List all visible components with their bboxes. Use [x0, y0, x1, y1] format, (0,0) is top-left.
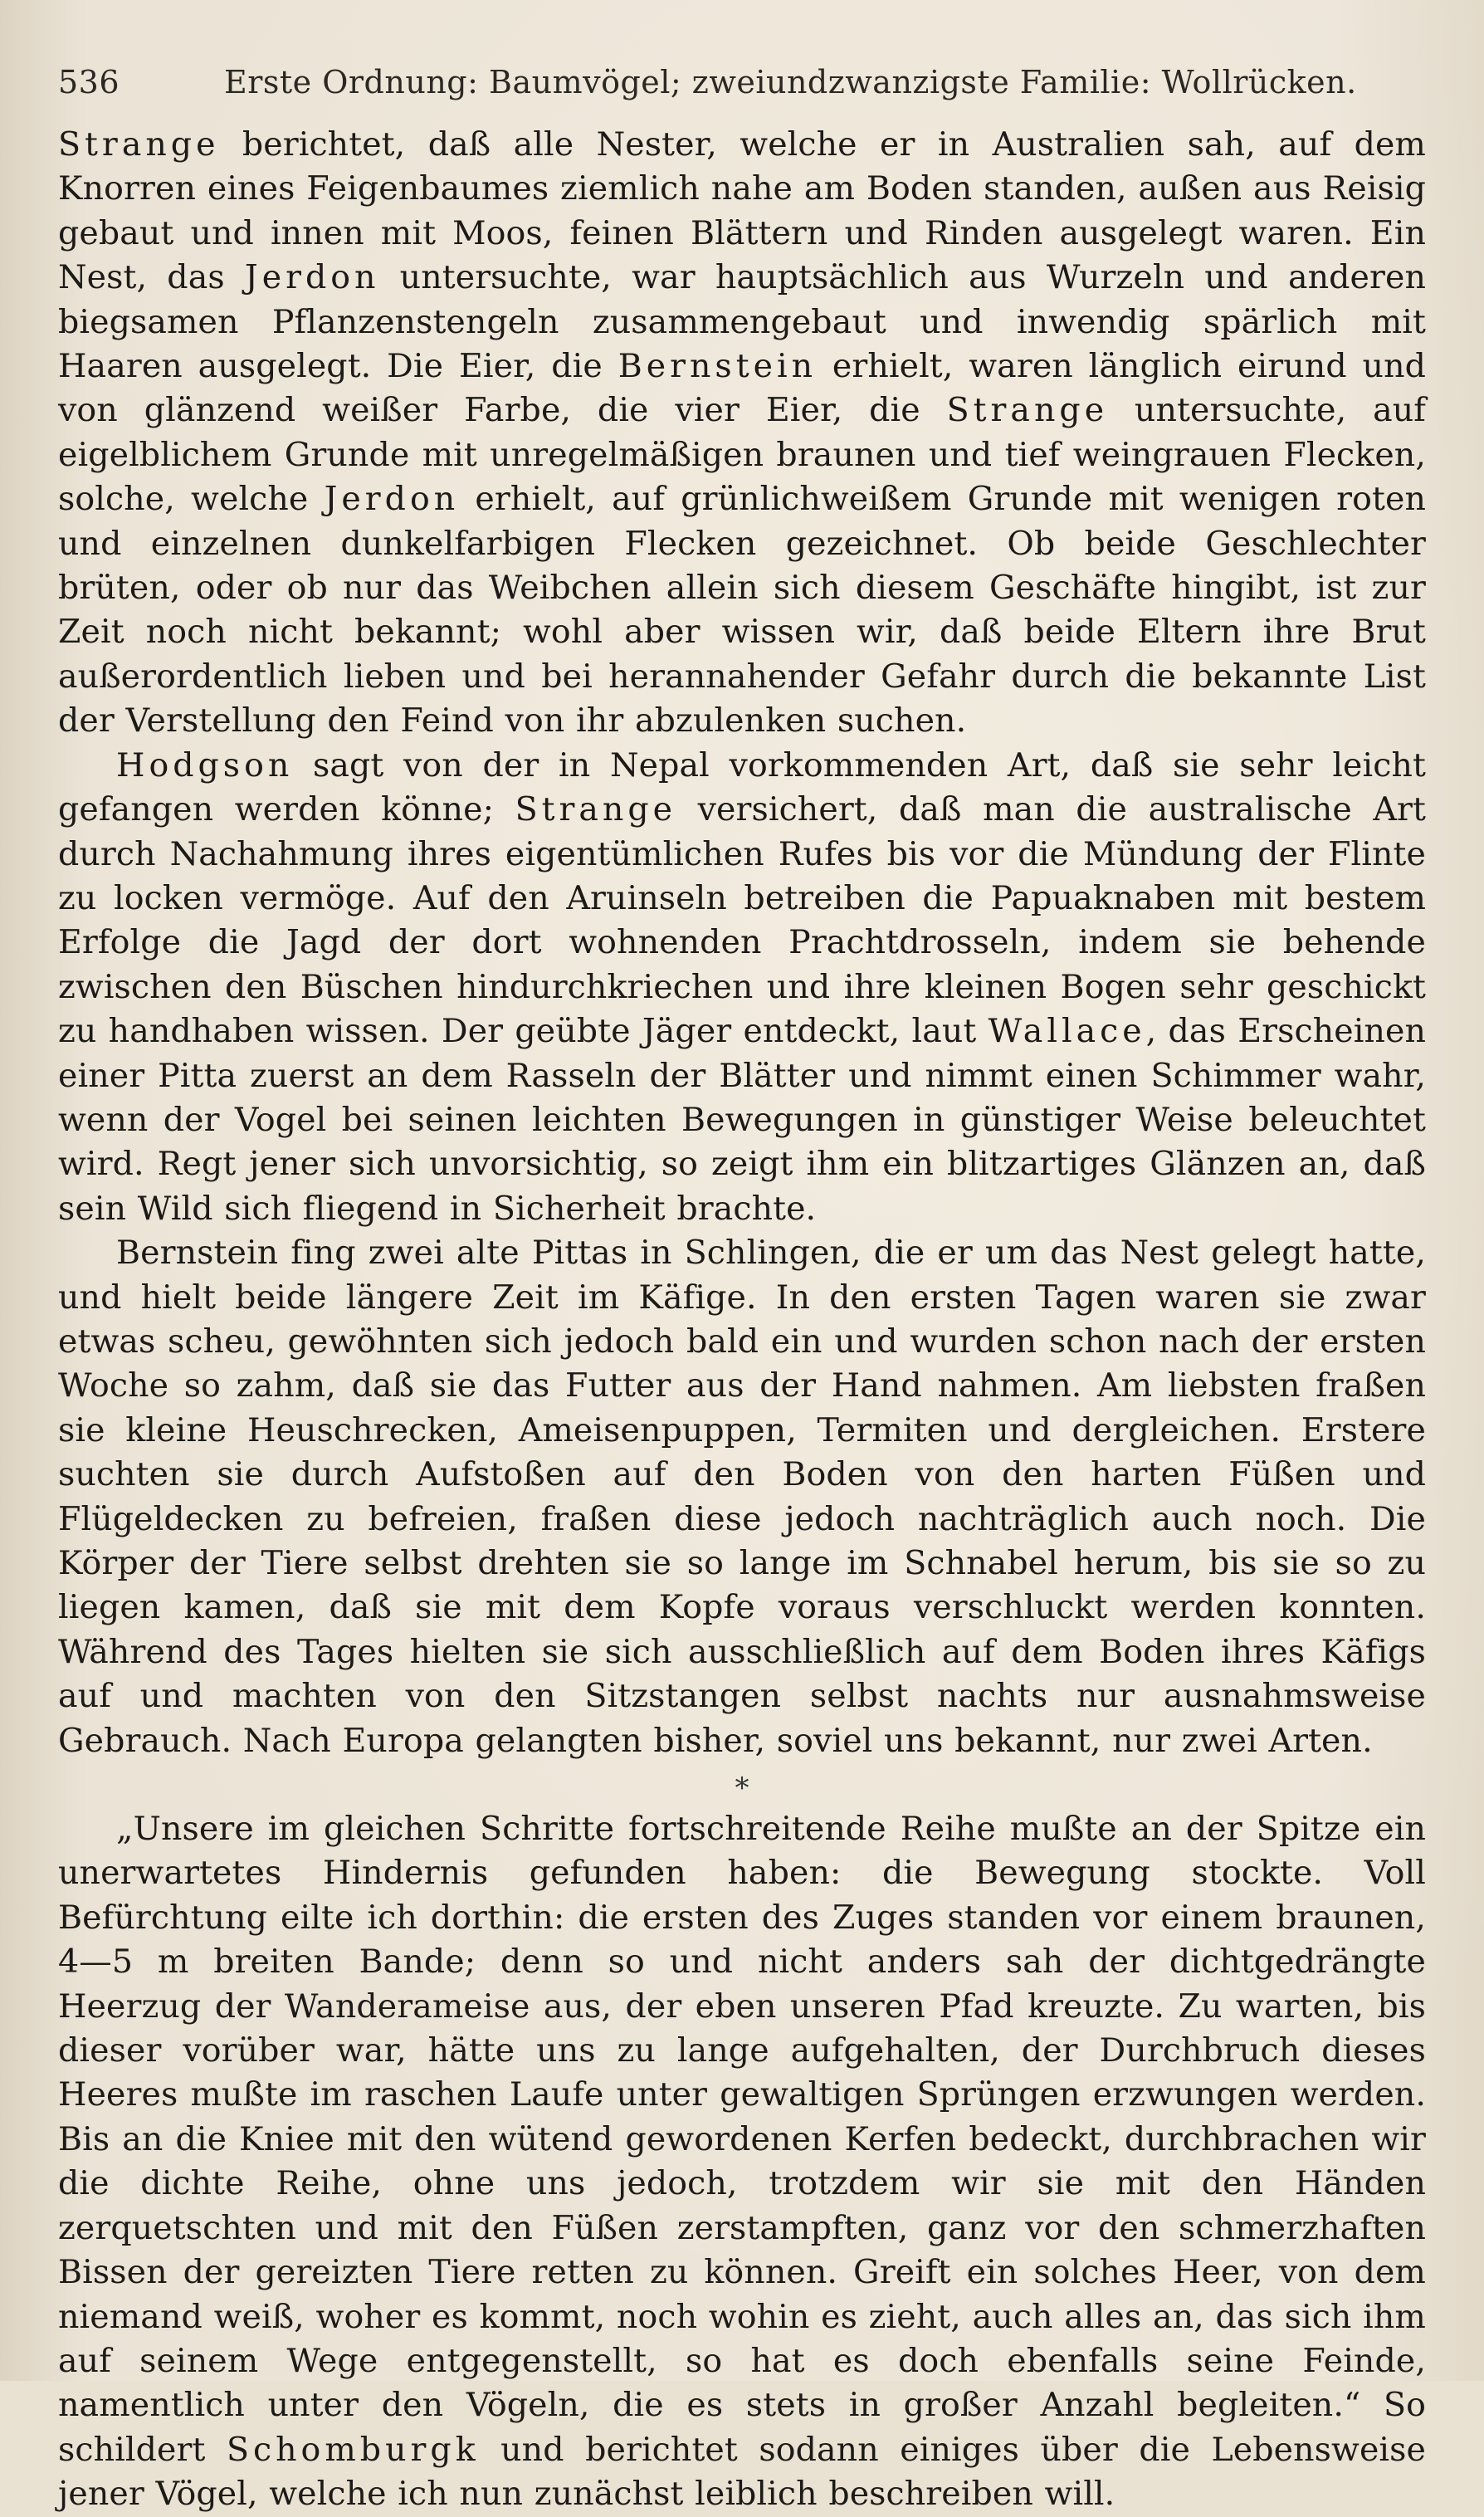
text-run: erhielt, waren länglich eirund und von glänzend weißer Farbe, die vier Eier, die [58, 347, 1426, 430]
paragraph-4 [58, 1807, 1426, 2517]
author-name: Strange [58, 125, 220, 164]
quote-run: „Unsere im gleichen Schritte fortschreitende Reihe mußte an der Spitze ein unerwartetes Hindernis gefunden haben: die Bewegung stockte. Voll Befürchtung eilte ich dorthin: die ersten des Zuges standen vor einem braunen, 4—5 m breiten Bande; denn so und nicht anders sah der dichtgedrängte Heerzug der Wanderameise aus, der eben unseren Pfad kreuzte. Zu warten, bis dieser vorüber war, hätte uns zu lange aufgehalten, der Durchbruch dieses Heeres mußte im raschen Laufe unter gewaltigen Sprüngen erzwungen werden. Bis an die Kniee mit den wütend gewordenen Kerfen bedeckt, durchbrachen wir die dichte Reihe, ohne uns jedoch, trotzdem wir sie mit den Händen zerquetschten und mit den Füßen zerstampften, ganz vor den schmerzhaften Bissen der gereizten Tiere retten zu können. Greift ein solches Heer, von dem niemand weiß, woher es kommt, noch wohin es zieht, auch alles an, das sich ihm auf seinem Wege entgegenstellt, so hat es doch ebenfalls seine Feinde, namentlich unter den Vögeln, die es stets in großer Anzahl begleiten.“ So schildert [58, 1810, 1426, 2469]
text-run: , das Erscheinen einer Pitta zuerst an dem Rasseln der Blätter und nimmt einen Schimmer wahr, wenn der Vogel bei seinen leichten Bewegungen in günstiger Weise beleuchtet wird. Regt jener sich unvorsichtig, so zeigt ihm ein blitzartiges Glänzen an, daß sein Wild sich fliegend in Sicherheit brachte. [58, 1012, 1427, 1228]
page-number: 536 [58, 64, 120, 100]
paragraph-2 [58, 744, 1426, 1231]
author-name: Schomburgk [226, 2430, 480, 2469]
text-run: und berichtet sodann einiges über die Lebensweise jener Vögel, welche ich nun zunächst leiblich beschreiben will. [58, 2430, 1427, 2514]
paragraph-3 [58, 1231, 1426, 1763]
author-name: Bernstein [116, 1234, 279, 1273]
text-run: versichert, daß man die australische Art durch Nachahmung ihres eigentümlichen Rufes bis vor die Mündung der Flinte zu locken vermöge. Auf den Aruinseln betreiben die Papuaknaben mit bestem Erfolge die Jagd der dort wohnenden Prachtdrosseln, indem sie behende zwischen den Büschen hindurchkriechen und ihre kleinen Bogen sehr geschickt zu handhaben wissen. Der geübte Jäger entdeckt, laut [58, 790, 1426, 1051]
text-run: fing zwei alte Pittas in Schlingen, die er um das Nest gelegt hatte, und hielt beide längere Zeit im Käfige. In den ersten Tagen waren sie zwar etwas scheu, gewöhnten sich jedoch bald ein und wurden schon nach der ersten Woche so zahm, daß sie das Futter aus der Hand nahmen. Am liebsten fraßen sie kleine Heuschrecken, Ameisenpuppen, Termiten und dergleichen. Erstere suchten sie durch Aufstoßen auf den Boden von den harten Füßen und Flügeldecken zu befreien, fraßen diese jedoch nachträglich auch noch. Die Körper der Tiere selbst drehten sie so lange im Schnabel herum, bis sie so zu liegen kamen, daß sie mit dem Kopfe voraus verschluckt werden konnten. Während des Tages hielten sie sich ausschließlich auf dem Boden ihres Käfigs auf und machten von den Sitzstangen selbst nachts nur ausnahmsweise Gebrauch. Nach Europa gelangten bisher, soviel uns bekannt, nur zwei Arten. [58, 1234, 1426, 1760]
author-name: Jerdon [324, 480, 460, 519]
text-run: erhielt, auf grünlichweißem Grunde mit wenigen roten und einzelnen dunkelfarbigen Flecken gezeichnet. Ob beide Geschlechter brüten, oder ob nur das Weibchen allein sich diesem Geschäfte hingibt, ist zur Zeit noch nicht bekannt; wohl aber wissen wir, daß beide Eltern ihre Brut außerordentlich lieben und bei herannahender Gefahr durch die bekannte List der Verstellung den Feind von ihr abzulenken suchen. [58, 480, 1426, 740]
author-name: Strange [946, 391, 1109, 430]
body-text [58, 123, 1427, 2514]
author-name: Jerdon [244, 258, 380, 297]
text-run: berichtet, daß alle Nester, welche er in Australien sah, auf dem Knorren eines Feigenbaumes ziemlich nahe am Boden standen, außen aus Reisig gebaut und innen mit Moos, feinen Blättern und Rinden ausgelegt waren. Ein Nest, das [58, 125, 1426, 297]
section-separator: * [735, 1772, 749, 1806]
paragraph-1 [58, 123, 1426, 744]
author-name: Hodgson [116, 745, 294, 784]
text-run: untersuchte, war hauptsächlich aus Wurzeln und anderen biegsamen Pflanzenstengeln zusammengebaut und inwendig spärlich mit Haaren ausgelegt. Die Eier, die [58, 258, 1426, 386]
running-title: Erste Ordnung: Baumvögel; zweiundzwanzigste Familie: Wollrücken. [224, 64, 1357, 100]
author-name: Wallace [988, 1012, 1146, 1051]
author-name: Bernstein [618, 347, 818, 386]
text-run: untersuchte, auf eigelblichem Grunde mit unregelmäßigen braunen und tief weingrauen Flecken, solche, welche [58, 391, 1426, 519]
author-name: Strange [515, 790, 677, 829]
running-header [58, 53, 1428, 111]
text-run: sagt von der in Nepal vorkommenden Art, daß sie sehr leicht gefangen werden könne; [58, 745, 1426, 829]
